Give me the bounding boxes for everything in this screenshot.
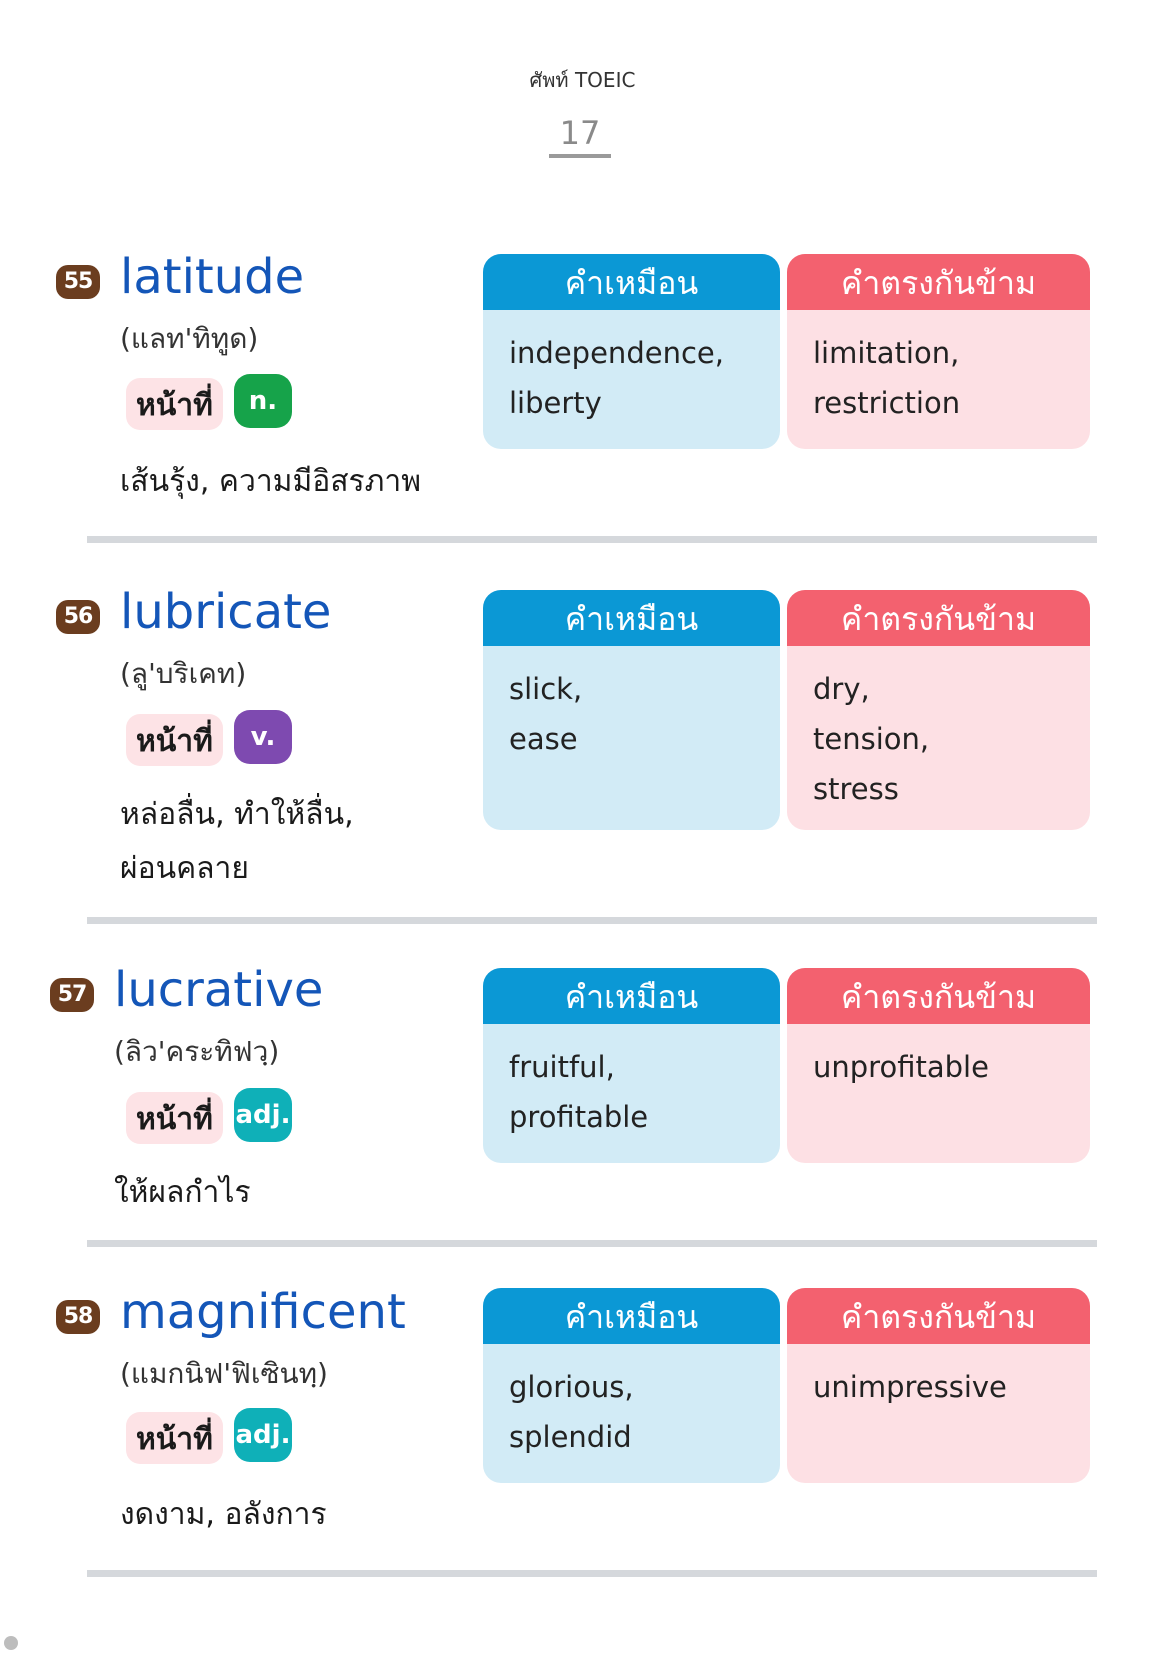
entry-number: 55 [56,265,100,299]
entry-divider [87,536,1097,543]
antonym-item: stress [813,772,899,806]
headword: latitude [120,249,305,305]
antonym-box [787,968,1090,1163]
antonym-item: unimpressive [813,1370,1007,1404]
pos-badge-verb: v. [234,710,292,764]
part-of-speech-label: หน้าที่ [126,1412,223,1464]
antonym-item: tension, [813,722,930,756]
antonym-item: dry, [813,672,870,706]
meaning-line: ให้ผลกำไร [114,1175,251,1210]
antonym-box [787,1288,1090,1483]
synonym-item: ease [509,722,578,756]
meaning-line: งดงาม, อลังการ [120,1497,327,1532]
entry-divider [87,1240,1097,1247]
synonym-box [483,968,780,1163]
antonym-list [787,1024,1090,1092]
entry-divider [87,1570,1097,1577]
synonym-item: liberty [509,386,602,420]
synonym-header: คำเหมือน [483,1288,780,1344]
synonym-header: คำเหมือน [483,968,780,1024]
synonym-box [483,590,780,830]
antonym-header: คำตรงกันข้าม [787,1288,1090,1344]
synonym-item: profitable [509,1100,649,1134]
pronunciation: (ลู'บริเคท) [120,657,247,690]
synonym-list [483,310,780,428]
pronunciation: (แมกนิฟ'ฟิเซินทฺ) [120,1357,328,1390]
antonym-header: คำตรงกันข้าม [787,590,1090,646]
antonym-header: คำตรงกันข้าม [787,968,1090,1024]
antonym-item: limitation, [813,336,960,370]
part-of-speech-label: หน้าที่ [126,378,223,430]
headword: lubricate [120,584,332,640]
synonym-box [483,254,780,449]
synonym-item: independence, [509,336,724,370]
running-header: ศัพท์ TOEIC [529,68,636,92]
synonym-item: fruitful, [509,1050,615,1084]
antonym-item: unprofitable [813,1050,989,1084]
meaning-line: หล่อลื่น, ทำให้ลื่น, [120,797,354,832]
entry-divider [87,917,1097,924]
synonym-item: glorious, [509,1370,634,1404]
synonym-item: slick, [509,672,583,706]
antonym-box [787,590,1090,830]
pos-badge-adjective: adj. [234,1408,292,1462]
meaning-line: เส้นรุ้ง, ความมีอิสรภาพ [120,464,422,499]
synonym-item: splendid [509,1420,632,1454]
antonym-box [787,254,1090,449]
synonym-list [483,1344,780,1462]
headword: lucrative [114,962,324,1018]
synonym-header: คำเหมือน [483,254,780,310]
antonym-list [787,1344,1090,1412]
antonym-item: restriction [813,386,961,420]
pos-badge-adjective: adj. [234,1088,292,1142]
headword: magnificent [120,1284,406,1340]
synonym-list [483,1024,780,1142]
corner-mark [4,1636,18,1650]
meaning-line: ผ่อนคลาย [120,851,249,886]
pronunciation: (ลิว'คระทิฟวฺ) [114,1035,280,1068]
antonym-list [787,646,1090,814]
antonym-list [787,310,1090,428]
synonym-box [483,1288,780,1483]
pronunciation: (แลท'ทิทูด) [120,322,259,355]
pos-badge-noun: n. [234,374,292,428]
antonym-header: คำตรงกันข้าม [787,254,1090,310]
page-number: 17 [549,114,611,158]
entry-number: 56 [56,600,100,634]
entry-number: 57 [50,978,94,1012]
part-of-speech-label: หน้าที่ [126,714,223,766]
synonym-list [483,646,780,764]
part-of-speech-label: หน้าที่ [126,1092,223,1144]
entry-number: 58 [56,1300,100,1334]
synonym-header: คำเหมือน [483,590,780,646]
